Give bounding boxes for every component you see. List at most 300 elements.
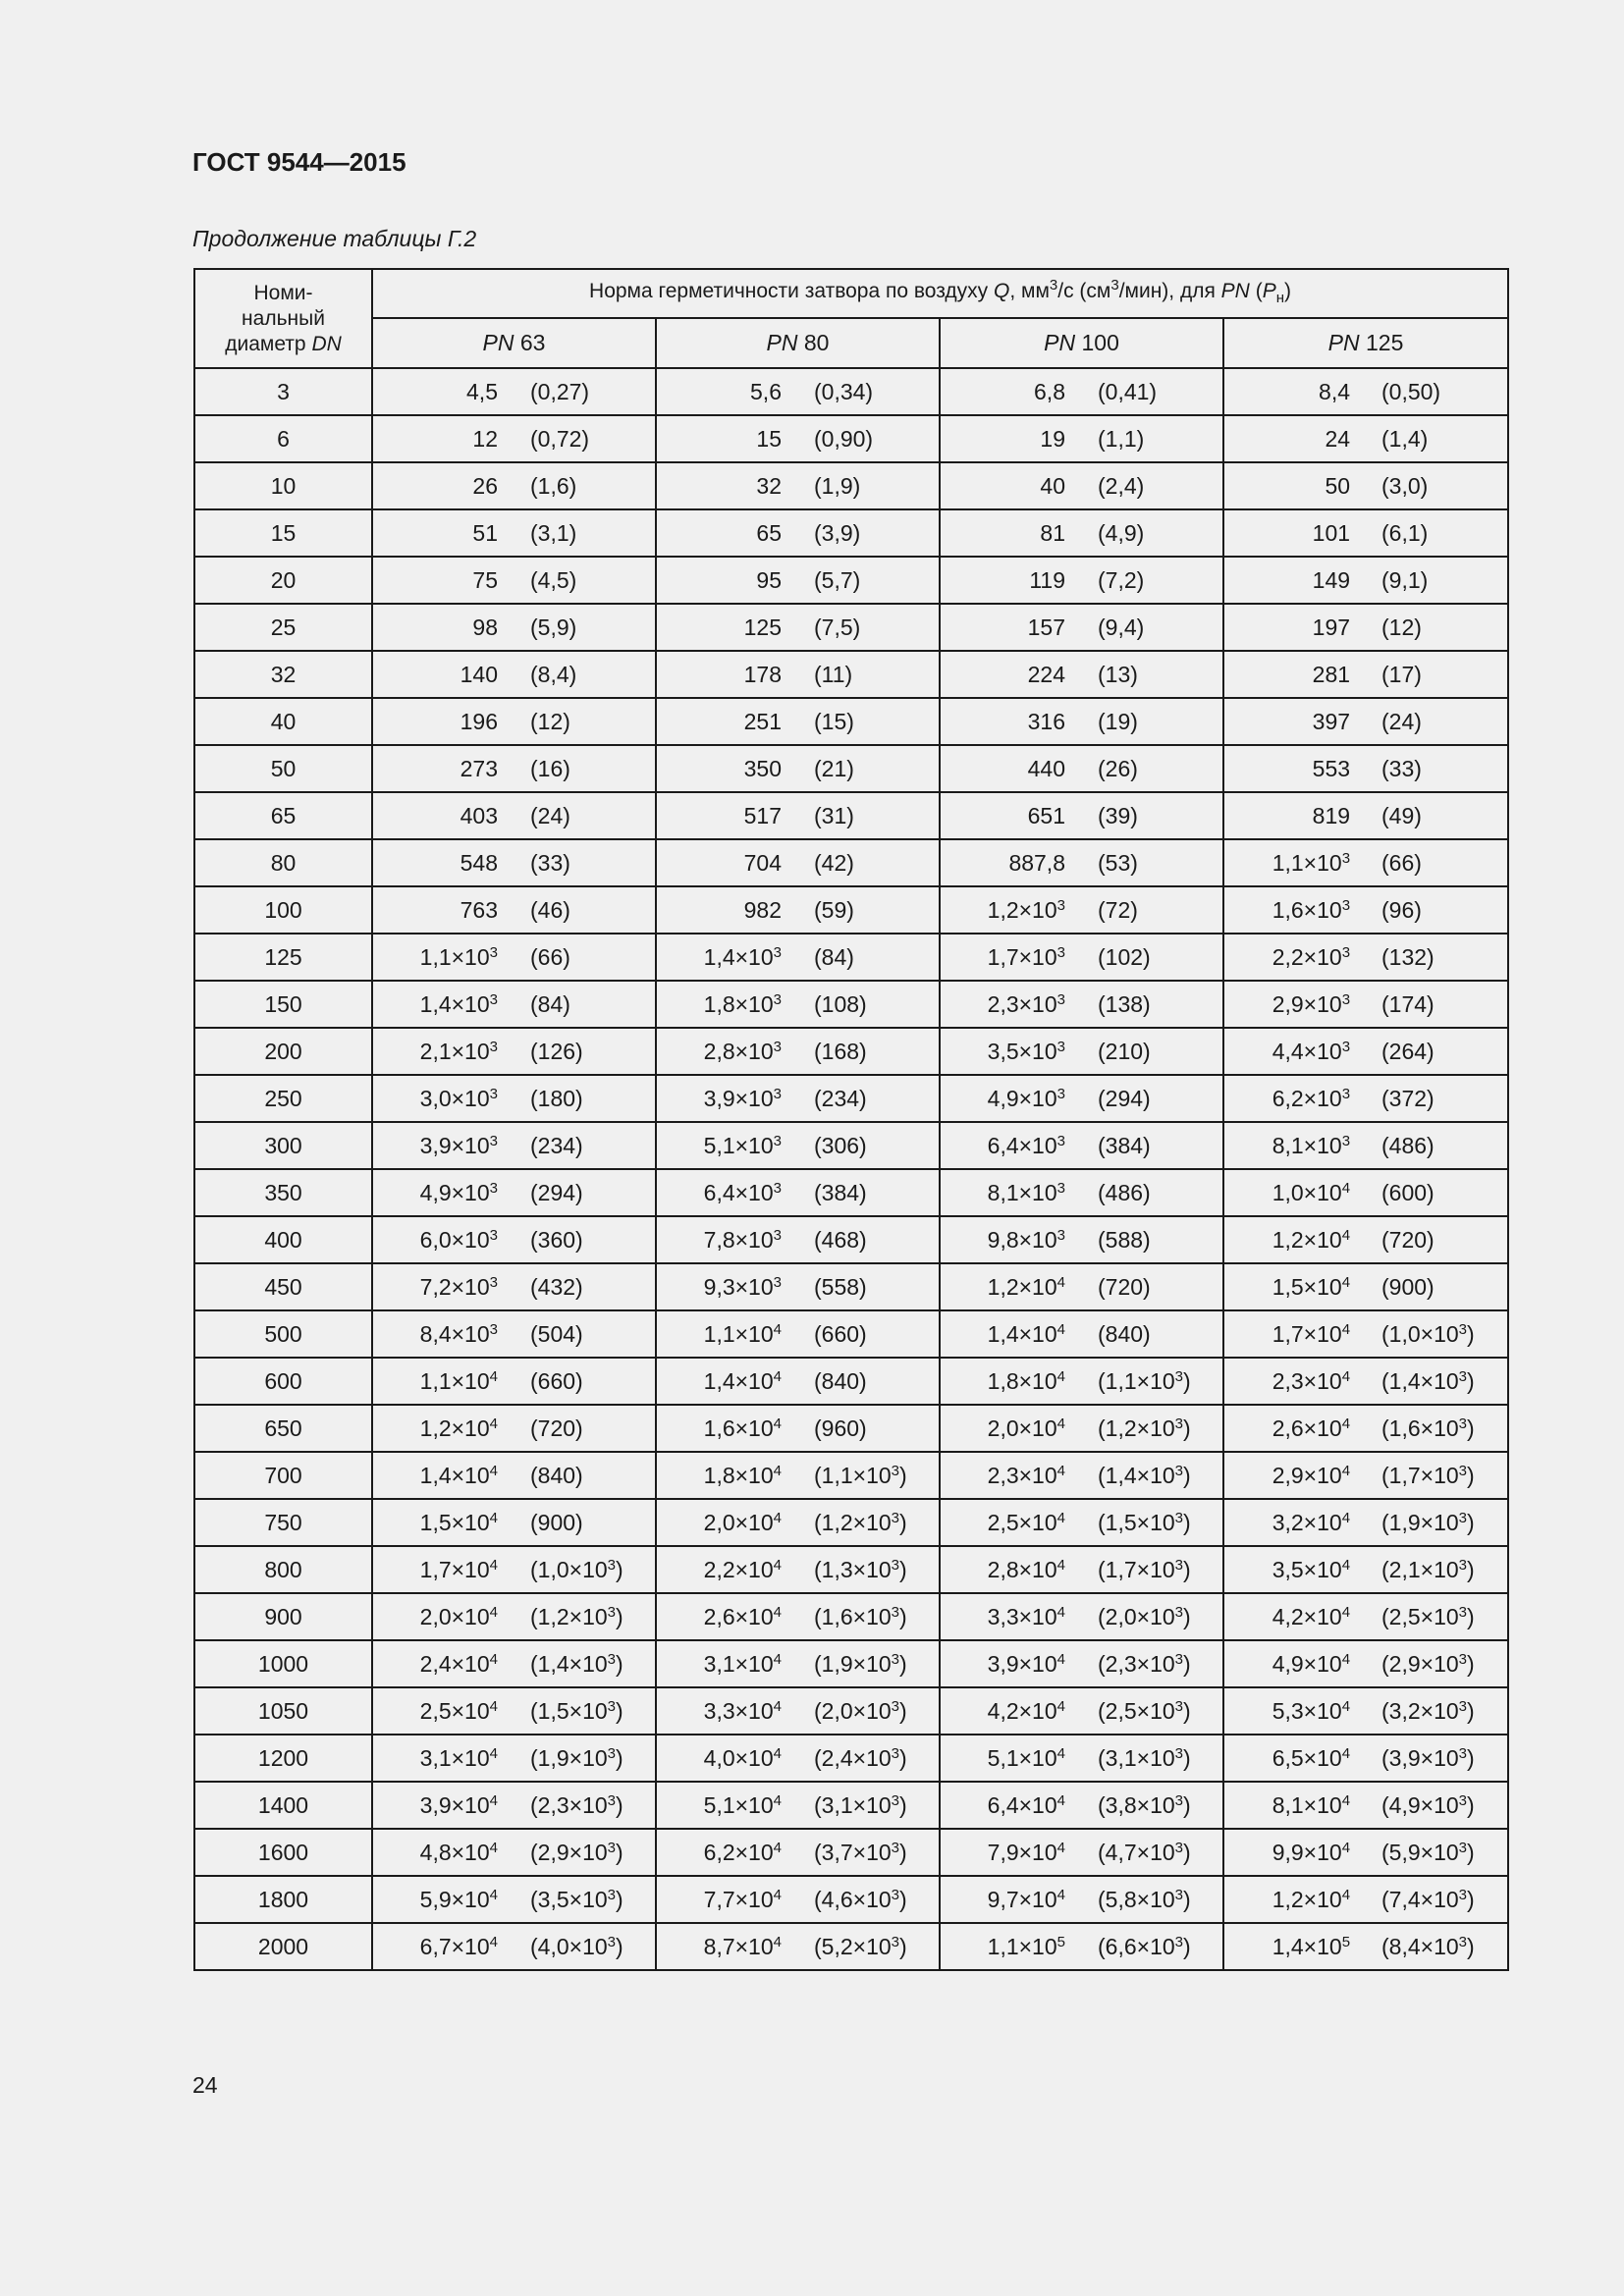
nominal-diameter-cell: 1400 <box>194 1782 372 1829</box>
leakage-rate-cell <box>372 415 656 462</box>
table-row <box>194 1169 1508 1216</box>
rate-mm3-per-s: $3,9\times 10^4$ <box>419 1792 498 1818</box>
table-row <box>194 698 1508 745</box>
rate-cm3-per-min: $(1,9\times 10^3)$ <box>530 1745 623 1771</box>
rate-cm3-per-min: $(6,6\times 10^3)$ <box>1098 1934 1191 1959</box>
rate-cm3-per-min: (84) <box>814 944 854 970</box>
rate-cm3-per-min: $(4,9\times 10^3)$ <box>1381 1792 1475 1818</box>
rate-cm3-per-min: (360) <box>530 1227 583 1253</box>
rate-cm3-per-min: $(1,9\times 10^3)$ <box>1381 1510 1475 1535</box>
leakage-rate-cell <box>656 1782 940 1829</box>
rate-cm3-per-min: (49) <box>1381 803 1422 828</box>
rate-mm3-per-s: $1,4\times 10^3$ <box>419 991 498 1017</box>
leakage-rate-cell <box>372 604 656 651</box>
leakage-rate-cell <box>940 1829 1223 1876</box>
table-row <box>194 1075 1508 1122</box>
leakage-rate-cell <box>656 839 940 886</box>
rate-cm3-per-min: $(1,6\times 10^3)$ <box>1381 1415 1475 1441</box>
leakage-rate-cell <box>940 1075 1223 1122</box>
table-row <box>194 1876 1508 1923</box>
leakage-rate-cell <box>1223 839 1508 886</box>
nominal-diameter-cell: 650 <box>194 1405 372 1452</box>
rate-mm3-per-s: $1,6\times 10^4$ <box>703 1415 782 1441</box>
table-row <box>194 368 1508 415</box>
rate-cm3-per-min: (132) <box>1381 944 1435 970</box>
rate-mm3-per-s: $2,5\times 10^4$ <box>987 1510 1065 1535</box>
rate-cm3-per-min: (7,5) <box>814 614 861 640</box>
rate-mm3-per-s: $6,5\times 10^4$ <box>1272 1745 1351 1771</box>
nominal-diameter-cell: 2000 <box>194 1923 372 1970</box>
rate-mm3-per-s: $3,3\times 10^4$ <box>987 1604 1065 1629</box>
rate-cm3-per-min: $(1,2\times 10^3)$ <box>814 1510 907 1535</box>
rate-cm3-per-min: $(1,0\times 10^3)$ <box>530 1557 623 1582</box>
leakage-rate-cell <box>372 1169 656 1216</box>
rate-cm3-per-min: $(5,9\times 10^3)$ <box>1381 1840 1475 1865</box>
leakage-rate-cell <box>1223 1122 1508 1169</box>
rate-cm3-per-min: (294) <box>1098 1086 1151 1111</box>
leakage-rate-cell <box>1223 1687 1508 1735</box>
rate-mm3-per-s: $1,1\times 10^5$ <box>987 1934 1065 1959</box>
rate-mm3-per-s: $2,1\times 10^3$ <box>419 1039 498 1064</box>
rate-mm3-per-s: $1,7\times 10^4$ <box>1272 1321 1351 1347</box>
table-row <box>194 981 1508 1028</box>
leakage-rate-cell <box>656 1593 940 1640</box>
rate-mm3-per-s: 548 <box>460 850 498 876</box>
rate-mm3-per-s: 157 <box>1027 614 1065 640</box>
rate-mm3-per-s: $3,9\times 10^3$ <box>703 1086 782 1111</box>
nominal-diameter-cell: 3 <box>194 368 372 415</box>
rate-mm3-per-s: $6,7\times 10^4$ <box>419 1934 498 1959</box>
leakage-rate-cell <box>656 792 940 839</box>
rate-mm3-per-s: $1,4\times 10^4$ <box>987 1321 1065 1347</box>
leakage-rate-cell <box>372 1782 656 1829</box>
nominal-diameter-cell: 10 <box>194 462 372 509</box>
table-row <box>194 1735 1508 1782</box>
rate-cm3-per-min: $(4,0\times 10^3)$ <box>530 1934 623 1959</box>
rate-mm3-per-s: $6,4\times 10^4$ <box>987 1792 1065 1818</box>
leakage-rate-cell <box>940 886 1223 934</box>
rate-mm3-per-s: $1,1\times 10^3$ <box>419 944 498 970</box>
rate-mm3-per-s: $6,2\times 10^4$ <box>703 1840 782 1865</box>
nominal-diameter-cell: 15 <box>194 509 372 557</box>
rate-mm3-per-s: $4,2\times 10^4$ <box>1272 1604 1351 1629</box>
leakage-rate-cell <box>940 1358 1223 1405</box>
leakage-rate-cell <box>940 1169 1223 1216</box>
leakage-rate-cell <box>1223 1640 1508 1687</box>
leakage-rate-cell <box>1223 1829 1508 1876</box>
dn-header-line: нальный <box>242 306 325 330</box>
rate-mm3-per-s: 6,8 <box>1034 379 1065 404</box>
leakage-rate-cell <box>940 1310 1223 1358</box>
table-row <box>194 1829 1508 1876</box>
leakage-rate-cell <box>940 1735 1223 1782</box>
rate-cm3-per-min: (588) <box>1098 1227 1151 1253</box>
leakage-rate-cell <box>940 1546 1223 1593</box>
leakage-rate-cell <box>372 1593 656 1640</box>
rate-cm3-per-min: $(4,7\times 10^3)$ <box>1098 1840 1191 1865</box>
rate-mm3-per-s: 4,5 <box>466 379 498 404</box>
rate-cm3-per-min: $(1,0\times 10^3)$ <box>1381 1321 1475 1347</box>
rate-cm3-per-min: $(1,1\times 10^3)$ <box>814 1463 907 1488</box>
rate-cm3-per-min: (180) <box>530 1086 583 1111</box>
rate-cm3-per-min: (66) <box>530 944 570 970</box>
rate-cm3-per-min: $(1,2\times 10^3)$ <box>530 1604 623 1629</box>
leakage-rate-cell <box>372 1735 656 1782</box>
rate-cm3-per-min: (468) <box>814 1227 867 1253</box>
rate-cm3-per-min: (138) <box>1098 991 1151 1017</box>
rate-mm3-per-s: $3,3\times 10^4$ <box>703 1698 782 1724</box>
rate-mm3-per-s: 26 <box>472 473 498 499</box>
rate-cm3-per-min: (126) <box>530 1039 583 1064</box>
table-row <box>194 1310 1508 1358</box>
rate-cm3-per-min: (8,4) <box>530 662 577 687</box>
rate-mm3-per-s: $1,4\times 10^3$ <box>703 944 782 970</box>
rate-mm3-per-s: $1,2\times 10^4$ <box>1272 1227 1351 1253</box>
rate-mm3-per-s: $1,8\times 10^4$ <box>703 1463 782 1488</box>
leakage-rate-cell <box>656 1028 940 1075</box>
rate-cm3-per-min: (2,4) <box>1098 473 1145 499</box>
table-row <box>194 1499 1508 1546</box>
rate-cm3-per-min: (384) <box>814 1180 867 1205</box>
leakage-rate-cell <box>1223 1075 1508 1122</box>
document-header: ГОСТ 9544—2015 <box>192 147 406 177</box>
leakage-rate-cell <box>940 415 1223 462</box>
leakage-rate-cell <box>372 839 656 886</box>
leakage-rate-cell <box>940 698 1223 745</box>
rate-mm3-per-s: $3,1\times 10^4$ <box>419 1745 498 1771</box>
leakage-rate-cell <box>372 1075 656 1122</box>
leakage-rate-cell <box>656 1829 940 1876</box>
rate-mm3-per-s: $4,9\times 10^4$ <box>1272 1651 1351 1677</box>
rate-cm3-per-min: (504) <box>530 1321 583 1347</box>
rate-mm3-per-s: $3,9\times 10^3$ <box>419 1133 498 1158</box>
rate-cm3-per-min: (174) <box>1381 991 1435 1017</box>
leakage-rate-cell <box>940 839 1223 886</box>
leakage-rate-cell <box>656 1169 940 1216</box>
leakage-rate-cell <box>940 1122 1223 1169</box>
leakage-rate-cell <box>372 462 656 509</box>
table-row <box>194 1263 1508 1310</box>
leakage-rate-cell <box>372 1405 656 1452</box>
rate-mm3-per-s: $8,1\times 10^4$ <box>1272 1792 1351 1818</box>
rate-cm3-per-min: $(1,7\times 10^3)$ <box>1098 1557 1191 1582</box>
rate-mm3-per-s: 75 <box>472 567 498 593</box>
rate-mm3-per-s: 5,6 <box>750 379 782 404</box>
rate-mm3-per-s: 273 <box>460 756 498 781</box>
rate-mm3-per-s: $9,9\times 10^4$ <box>1272 1840 1351 1865</box>
table-row <box>194 1452 1508 1499</box>
rate-mm3-per-s: $1,4\times 10^4$ <box>703 1368 782 1394</box>
rate-mm3-per-s: $6,0\times 10^3$ <box>419 1227 498 1253</box>
leakage-rate-cell <box>656 745 940 792</box>
rate-cm3-per-min: $(4,6\times 10^3)$ <box>814 1887 907 1912</box>
leakage-rate-cell <box>656 1452 940 1499</box>
table-row <box>194 792 1508 839</box>
rate-mm3-per-s: 40 <box>1040 473 1065 499</box>
leakage-rate-cell <box>656 1075 940 1122</box>
rate-mm3-per-s: $1,7\times 10^4$ <box>419 1557 498 1582</box>
rate-cm3-per-min: (900) <box>530 1510 583 1535</box>
rate-mm3-per-s: 887,8 <box>1008 850 1065 876</box>
leakage-rate-cell <box>656 1263 940 1310</box>
table-row <box>194 886 1508 934</box>
rate-cm3-per-min: $(2,5\times 10^3)$ <box>1381 1604 1475 1629</box>
leakage-rate-cell <box>940 1593 1223 1640</box>
rate-mm3-per-s: $2,9\times 10^4$ <box>1272 1463 1351 1488</box>
leakage-rate-cell <box>1223 509 1508 557</box>
leakage-rate-cell <box>940 1499 1223 1546</box>
rate-mm3-per-s: 553 <box>1312 756 1351 781</box>
rate-mm3-per-s: $9,7\times 10^4$ <box>987 1887 1065 1912</box>
rate-cm3-per-min: (17) <box>1381 662 1422 687</box>
rate-mm3-per-s: $2,0\times 10^4$ <box>703 1510 782 1535</box>
rate-cm3-per-min: $(7,4\times 10^3)$ <box>1381 1887 1475 1912</box>
rate-mm3-per-s: $1,1\times 10^4$ <box>419 1368 498 1394</box>
rate-mm3-per-s: 517 <box>743 803 782 828</box>
leakage-rate-cell <box>940 1923 1223 1970</box>
rate-mm3-per-s: $1,1\times 10^4$ <box>703 1321 782 1347</box>
nominal-diameter-cell: 1600 <box>194 1829 372 1876</box>
nominal-diameter-cell: 20 <box>194 557 372 604</box>
table-row <box>194 1593 1508 1640</box>
rate-cm3-per-min: $(2,3\times 10^3)$ <box>530 1792 623 1818</box>
rate-mm3-per-s: $5,9\times 10^4$ <box>419 1887 498 1912</box>
leakage-rate-cell <box>372 557 656 604</box>
rate-mm3-per-s: 197 <box>1312 614 1351 640</box>
nominal-diameter-cell: 750 <box>194 1499 372 1546</box>
rate-cm3-per-min: (31) <box>814 803 854 828</box>
rate-cm3-per-min: $(8,4\times 10^3)$ <box>1381 1934 1475 1959</box>
rate-cm3-per-min: $(3,5\times 10^3)$ <box>530 1887 623 1912</box>
rate-cm3-per-min: (558) <box>814 1274 867 1300</box>
leakage-rate-cell <box>940 462 1223 509</box>
leakage-rate-cell <box>1223 462 1508 509</box>
rate-mm3-per-s: 119 <box>1029 567 1065 593</box>
rate-cm3-per-min: $(1,4\times 10^3)$ <box>530 1651 623 1677</box>
leakage-rate-cell <box>940 1782 1223 1829</box>
rate-cm3-per-min: $(1,6\times 10^3)$ <box>814 1604 907 1629</box>
pressure-column-header: PN 125 <box>1223 318 1508 368</box>
rate-cm3-per-min: (0,50) <box>1381 379 1441 404</box>
rate-mm3-per-s: 251 <box>743 709 782 734</box>
leakage-rate-cell <box>372 1122 656 1169</box>
leakage-rate-cell <box>940 1687 1223 1735</box>
table-row <box>194 604 1508 651</box>
rate-mm3-per-s: $2,0\times 10^4$ <box>987 1415 1065 1441</box>
dn-header-line: Номи- <box>253 281 313 304</box>
leakage-rate-cell <box>1223 1782 1508 1829</box>
rate-cm3-per-min: (5,9) <box>530 614 577 640</box>
rate-cm3-per-min: (7,2) <box>1098 567 1145 593</box>
rate-mm3-per-s: $4,9\times 10^3$ <box>419 1180 498 1205</box>
rate-cm3-per-min: (306) <box>814 1133 867 1158</box>
rate-mm3-per-s: $8,7\times 10^4$ <box>703 1934 782 1959</box>
nominal-diameter-cell: 150 <box>194 981 372 1028</box>
leakage-rate-cell <box>372 651 656 698</box>
nominal-diameter-cell: 200 <box>194 1028 372 1075</box>
nominal-diameter-cell: 500 <box>194 1310 372 1358</box>
rate-mm3-per-s: $2,0\times 10^4$ <box>419 1604 498 1629</box>
rate-mm3-per-s: $1,5\times 10^4$ <box>1272 1274 1351 1300</box>
rate-mm3-per-s: $1,5\times 10^4$ <box>419 1510 498 1535</box>
rate-mm3-per-s: $3,9\times 10^4$ <box>987 1651 1065 1677</box>
rate-cm3-per-min: (294) <box>530 1180 583 1205</box>
pressure-column-header: PN 80 <box>656 318 940 368</box>
table-row <box>194 1405 1508 1452</box>
rate-mm3-per-s: $4,9\times 10^3$ <box>987 1086 1065 1111</box>
rate-cm3-per-min: $(2,9\times 10^3)$ <box>1381 1651 1475 1677</box>
rate-cm3-per-min: (0,72) <box>530 426 590 452</box>
leakage-rate-cell <box>940 1216 1223 1263</box>
rate-mm3-per-s: $4,0\times 10^4$ <box>703 1745 782 1771</box>
rate-mm3-per-s: $2,8\times 10^4$ <box>987 1557 1065 1582</box>
rate-cm3-per-min: (3,0) <box>1381 473 1429 499</box>
rate-mm3-per-s: 982 <box>743 897 782 923</box>
leakage-rate-cell <box>656 651 940 698</box>
rate-cm3-per-min: (24) <box>530 803 570 828</box>
rate-mm3-per-s: 81 <box>1040 520 1065 546</box>
rate-mm3-per-s: $1,2\times 10^4$ <box>419 1415 498 1441</box>
rate-cm3-per-min: (486) <box>1381 1133 1435 1158</box>
table-row <box>194 839 1508 886</box>
leakage-rate-cell <box>1223 651 1508 698</box>
rate-mm3-per-s: 98 <box>472 614 498 640</box>
rate-cm3-per-min: (33) <box>530 850 570 876</box>
rate-cm3-per-min: (1,1) <box>1098 426 1145 452</box>
rate-cm3-per-min: (53) <box>1098 850 1138 876</box>
leakage-rate-cell <box>372 1028 656 1075</box>
rate-mm3-per-s: 178 <box>743 662 782 687</box>
rate-cm3-per-min: (720) <box>1098 1274 1151 1300</box>
rate-mm3-per-s: $8,1\times 10^3$ <box>987 1180 1065 1205</box>
rate-mm3-per-s: $3,1\times 10^4$ <box>703 1651 782 1677</box>
leakage-rate-cell <box>940 557 1223 604</box>
rate-cm3-per-min: (0,27) <box>530 379 590 404</box>
page-number: 24 <box>192 2072 218 2098</box>
leakage-rate-cell <box>940 368 1223 415</box>
leakage-rate-table <box>193 268 1509 1971</box>
rate-cm3-per-min: (21) <box>814 756 854 781</box>
leakage-rate-cell <box>656 1358 940 1405</box>
leakage-rate-cell <box>656 886 940 934</box>
leakage-rate-cell <box>372 368 656 415</box>
rate-mm3-per-s: 403 <box>460 803 498 828</box>
rate-cm3-per-min: (168) <box>814 1039 867 1064</box>
nominal-diameter-cell: 40 <box>194 698 372 745</box>
rate-cm3-per-min: (59) <box>814 897 854 923</box>
nominal-diameter-cell: 25 <box>194 604 372 651</box>
table-row <box>194 651 1508 698</box>
leakage-rate-cell <box>372 1876 656 1923</box>
leakage-rate-cell <box>372 886 656 934</box>
leakage-rate-cell <box>656 462 940 509</box>
rate-mm3-per-s: $7,2\times 10^3$ <box>419 1274 498 1300</box>
rate-cm3-per-min: $(2,3\times 10^3)$ <box>1098 1651 1191 1677</box>
rate-mm3-per-s: 350 <box>743 756 782 781</box>
leakage-rate-cell <box>656 415 940 462</box>
rate-mm3-per-s: $8,4\times 10^3$ <box>419 1321 498 1347</box>
rate-cm3-per-min: $(2,0\times 10^3)$ <box>1098 1604 1191 1629</box>
dn-column-header <box>194 269 372 368</box>
leakage-rate-cell <box>940 981 1223 1028</box>
rate-cm3-per-min: (0,90) <box>814 426 874 452</box>
leakage-rate-cell <box>940 1263 1223 1310</box>
leakage-rate-cell <box>940 934 1223 981</box>
nominal-diameter-cell: 250 <box>194 1075 372 1122</box>
rate-cm3-per-min: (4,5) <box>530 567 577 593</box>
leakage-rate-cell <box>656 1546 940 1593</box>
rate-cm3-per-min: (39) <box>1098 803 1138 828</box>
nominal-diameter-cell: 900 <box>194 1593 372 1640</box>
rate-cm3-per-min: $(2,1\times 10^3)$ <box>1381 1557 1475 1582</box>
leakage-rate-cell <box>1223 934 1508 981</box>
rate-cm3-per-min: $(1,5\times 10^3)$ <box>530 1698 623 1724</box>
leakage-rate-header: Норма герметичности затвора по воздуху Q, $мм^3/с$ $(см^3/мин)$, для PN $(P_н)$ <box>372 269 1508 318</box>
rate-cm3-per-min: (42) <box>814 850 854 876</box>
rate-mm3-per-s: 32 <box>756 473 782 499</box>
leakage-rate-cell <box>372 745 656 792</box>
leakage-rate-cell <box>1223 1358 1508 1405</box>
leakage-rate-cell <box>372 1310 656 1358</box>
rate-mm3-per-s: $2,9\times 10^3$ <box>1272 991 1351 1017</box>
rate-mm3-per-s: $5,1\times 10^4$ <box>987 1745 1065 1771</box>
rate-cm3-per-min: (900) <box>1381 1274 1435 1300</box>
rate-mm3-per-s: 763 <box>460 897 498 923</box>
rate-mm3-per-s: $2,6\times 10^4$ <box>703 1604 782 1629</box>
table-row <box>194 557 1508 604</box>
rate-cm3-per-min: (6,1) <box>1381 520 1429 546</box>
leakage-rate-cell <box>372 1829 656 1876</box>
rate-mm3-per-s: $1,4\times 10^4$ <box>419 1463 498 1488</box>
leakage-rate-cell <box>656 604 940 651</box>
rate-cm3-per-min: (720) <box>530 1415 583 1441</box>
table-row <box>194 1216 1508 1263</box>
rate-cm3-per-min: (1,4) <box>1381 426 1429 452</box>
leakage-rate-cell <box>1223 886 1508 934</box>
rate-cm3-per-min: (16) <box>530 756 570 781</box>
rate-cm3-per-min: (486) <box>1098 1180 1151 1205</box>
leakage-rate-cell <box>1223 1028 1508 1075</box>
rate-mm3-per-s: 101 <box>1312 520 1351 546</box>
rate-cm3-per-min: $(1,4\times 10^3)$ <box>1098 1463 1191 1488</box>
leakage-rate-cell <box>372 1546 656 1593</box>
rate-cm3-per-min: (108) <box>814 991 867 1017</box>
nominal-diameter-cell: 6 <box>194 415 372 462</box>
rate-mm3-per-s: $5,3\times 10^4$ <box>1272 1698 1351 1724</box>
rate-cm3-per-min: $(2,5\times 10^3)$ <box>1098 1698 1191 1724</box>
rate-mm3-per-s: $6,2\times 10^3$ <box>1272 1086 1351 1111</box>
rate-mm3-per-s: $8,1\times 10^3$ <box>1272 1133 1351 1158</box>
rate-cm3-per-min: (432) <box>530 1274 583 1300</box>
rate-cm3-per-min: (9,4) <box>1098 614 1145 640</box>
leakage-rate-cell <box>1223 1452 1508 1499</box>
rate-cm3-per-min: (102) <box>1098 944 1151 970</box>
pressure-column-header: PN 100 <box>940 318 1223 368</box>
rate-mm3-per-s: 397 <box>1312 709 1351 734</box>
rate-mm3-per-s: 125 <box>743 614 782 640</box>
rate-cm3-per-min: (13) <box>1098 662 1138 687</box>
nominal-diameter-cell: 1200 <box>194 1735 372 1782</box>
leakage-rate-cell <box>372 698 656 745</box>
rate-cm3-per-min: $(3,7\times 10^3)$ <box>814 1840 907 1865</box>
rate-cm3-per-min: (72) <box>1098 897 1138 923</box>
leakage-rate-cell <box>1223 698 1508 745</box>
nominal-diameter-cell: 125 <box>194 934 372 981</box>
leakage-rate-cell <box>1223 792 1508 839</box>
rate-mm3-per-s: $1,2\times 10^3$ <box>987 897 1065 923</box>
rate-mm3-per-s: 149 <box>1312 567 1351 593</box>
rate-cm3-per-min: (4,9) <box>1098 520 1145 546</box>
